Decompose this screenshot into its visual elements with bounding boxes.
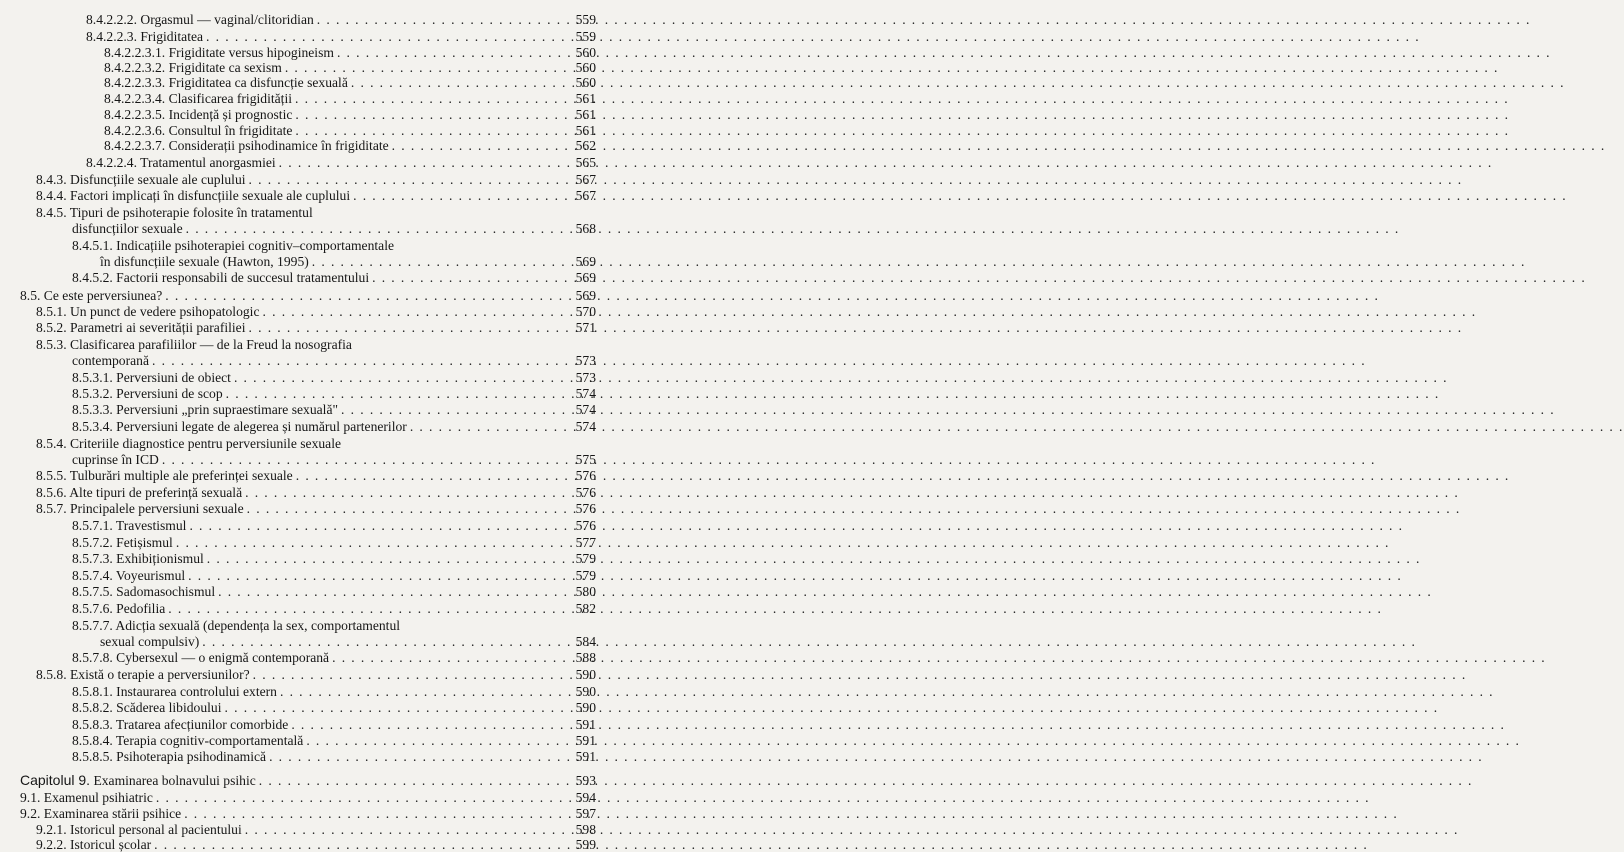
- dot-leader: [338, 402, 544, 417]
- toc-entry-title: 8.5.3. Clasificarea parafiliilor — de la Freud la nosografia: [36, 337, 352, 352]
- toc-entry: [72, 452, 596, 467]
- page-number: 590: [575, 667, 596, 682]
- dot-leader: [204, 551, 544, 566]
- page-number: 582: [575, 601, 596, 616]
- page-number: 560: [575, 45, 596, 60]
- toc-entry: [72, 749, 596, 764]
- toc-entry: [72, 700, 596, 715]
- toc-entry: [72, 518, 596, 533]
- toc-entry-title: 8.5.6. Alte tipuri de preferință sexuală: [36, 485, 243, 500]
- dot-leader: [303, 733, 544, 748]
- toc-entry: [104, 123, 596, 138]
- dot-leader: [149, 353, 544, 368]
- toc-entry: [36, 172, 596, 187]
- dot-leader: [314, 12, 544, 27]
- toc-entry: [72, 733, 596, 748]
- dot-leader: [329, 650, 544, 665]
- dot-leader: [231, 370, 544, 385]
- toc-entry: [20, 806, 596, 821]
- dot-leader: [369, 270, 544, 285]
- toc-entry-title: 8.4.3. Disfuncțiile sexuale ale cuplului: [36, 172, 246, 187]
- page-number: 580: [575, 584, 596, 599]
- page-number: 569: [575, 254, 596, 269]
- toc-entry-title: contemporană: [72, 353, 149, 368]
- chapter-number: Capitolul 9.: [20, 772, 91, 788]
- page-number: 598: [575, 822, 596, 837]
- toc-entry-title: 8.4.2.2.4. Tratamentul anorgasmiei: [86, 155, 276, 170]
- toc-entry-title: 8.4.2.2.3.2. Frigiditate ca sexism: [104, 60, 282, 75]
- toc-entry: [72, 221, 596, 236]
- dot-leader: [162, 288, 544, 303]
- toc-entry: [100, 634, 596, 649]
- toc-entry: [36, 667, 596, 682]
- toc-entry-title: 8.4.2.2.2. Orgasmul — vaginal/clitoridian: [86, 12, 314, 27]
- dot-leader: [277, 684, 544, 699]
- toc-entry-title: 8.4.5. Tipuri de psihoterapie folosite în tratamentul: [36, 205, 313, 220]
- toc-entry: [72, 601, 596, 616]
- dot-leader: [185, 568, 544, 583]
- page-number: 559: [575, 29, 596, 44]
- page-number: 569: [575, 270, 596, 285]
- dot-leader: [309, 254, 544, 269]
- toc-entry: [36, 320, 596, 335]
- toc-entry: [72, 650, 596, 665]
- dot-leader: [153, 790, 544, 805]
- toc-entry-title: 8.5.7.7. Adicția sexuală (dependența la sex, comportamentul: [72, 618, 401, 633]
- dot-leader: [186, 518, 544, 533]
- toc-entry: [104, 138, 596, 153]
- toc-entry-title: 8.5.3.4. Perversiuni legate de alegerea și numărul partenerilor: [72, 419, 407, 434]
- toc-entry: [36, 837, 596, 852]
- toc-entry-title: în disfuncțiile sexuale (Hawton, 1995): [100, 254, 309, 269]
- toc-entry-title: 8.4.2.2.3.4. Clasificarea frigidității: [104, 91, 292, 106]
- toc-entry: [20, 288, 596, 303]
- page-number: 575: [575, 452, 596, 467]
- dot-leader: [260, 304, 545, 319]
- toc-entry: [104, 60, 596, 75]
- dot-leader: [222, 700, 545, 715]
- dot-leader: [282, 60, 544, 75]
- toc-entry: [72, 270, 596, 285]
- dot-leader: [407, 419, 544, 434]
- page-number: 588: [575, 650, 596, 665]
- page-number: 577: [575, 535, 596, 550]
- page-number: 573: [575, 370, 596, 385]
- toc-entry: [104, 45, 596, 60]
- dot-leader: [165, 601, 544, 616]
- toc-entry-title: 8.4.2.2.3.1. Frigiditate versus hipogineism: [104, 45, 334, 60]
- page-number: 591: [575, 717, 596, 732]
- toc-entry-title: 8.5.2. Parametri ai severității parafiliei: [36, 320, 246, 335]
- dot-leader: [292, 123, 544, 138]
- toc-entry: [104, 107, 596, 122]
- toc-entry-title: 8.5.7.8. Cybersexul — o enigmă contemporană: [72, 650, 330, 665]
- toc-entry-title: 8.5.4. Criteriile diagnostice pentru perversiunile sexuale: [36, 436, 342, 451]
- dot-leader: [151, 837, 544, 852]
- page-number: 569: [575, 288, 596, 303]
- toc-entry-title: 8.5.7.6. Pedofilia: [72, 601, 166, 616]
- toc-entry: [36, 188, 596, 203]
- toc-entry-title: 8.5.3.2. Perversiuni de scop: [72, 386, 223, 401]
- toc-entry-title: 8.4.5.1. Indicațiile psihoterapiei cognitiv–comportamentale: [72, 238, 395, 253]
- toc-entry-title: 8.5.5. Tulburări multiple ale preferinței sexuale: [36, 468, 293, 483]
- toc-entry: [72, 584, 596, 599]
- toc-entry: [36, 304, 596, 319]
- toc-entry-title: disfuncțiilor sexuale: [72, 221, 183, 236]
- toc-entry: [100, 254, 596, 269]
- toc-entry: [36, 436, 544, 451]
- page-number: 562: [575, 138, 596, 153]
- page-number: 591: [575, 733, 596, 748]
- toc-entry: [36, 485, 596, 500]
- dot-leader: [215, 584, 544, 599]
- toc-entry-title: 8.5.3.3. Perversiuni „prin supraestimare sexuală": [72, 402, 339, 417]
- toc-entry: [72, 568, 596, 583]
- toc-entry-title: [20, 773, 256, 788]
- dot-leader: [293, 468, 544, 483]
- toc-entry-title: 9.1. Examenul psihiatric: [20, 790, 153, 805]
- dot-leader: [246, 320, 545, 335]
- table-of-contents: [0, 0, 600, 850]
- dot-leader: [292, 107, 544, 122]
- page-number: 599: [575, 837, 596, 852]
- toc-entry: [86, 155, 596, 170]
- page-number: 561: [575, 107, 596, 122]
- toc-entry-title: 8.5.7.1. Travestismul: [72, 518, 187, 533]
- toc-entry: [104, 75, 596, 90]
- toc-entry-title: 8.5.8.2. Scăderea libidoului: [72, 700, 222, 715]
- chapter-heading: [20, 772, 596, 788]
- dot-leader: [244, 501, 544, 516]
- page-number: 571: [575, 320, 596, 335]
- toc-entry: [72, 535, 596, 550]
- toc-entry: [36, 468, 596, 483]
- toc-entry-title: 8.4.2.2.3.6. Consultul în frigiditate: [104, 123, 293, 138]
- page-number: 567: [575, 188, 596, 203]
- page-number: 576: [575, 501, 596, 516]
- page-number: 579: [575, 568, 596, 583]
- dot-leader: [199, 634, 544, 649]
- page-number: 579: [575, 551, 596, 566]
- page-number: 574: [575, 402, 596, 417]
- dot-leader: [242, 485, 544, 500]
- dot-leader: [334, 45, 544, 60]
- page-number: 560: [575, 60, 596, 75]
- dot-leader: [276, 155, 544, 170]
- toc-entry-title: 8.5.1. Un punct de vedere psihopatologic: [36, 304, 260, 319]
- page-number: 576: [575, 518, 596, 533]
- page-number: 593: [575, 773, 596, 788]
- toc-entry-title: 8.5.7.5. Sadomasochismul: [72, 584, 216, 599]
- toc-entry-title: 9.2.2. Istoricul școlar: [36, 837, 152, 852]
- dot-leader: [173, 535, 544, 550]
- dot-leader: [181, 806, 544, 821]
- page-number: 591: [575, 749, 596, 764]
- page-number: 574: [575, 386, 596, 401]
- page-number: 584: [575, 634, 596, 649]
- chapter-title: Examinarea bolnavului psihic: [90, 773, 256, 788]
- dot-leader: [242, 822, 544, 837]
- toc-entry-title: 8.5.7. Principalele perversiuni sexuale: [36, 501, 244, 516]
- page-number: 573: [575, 353, 596, 368]
- toc-entry: [72, 717, 596, 732]
- toc-entry-title: 8.4.4. Factori implicați în disfuncțiile sexuale ale cuplului: [36, 188, 351, 203]
- page-number: 565: [575, 155, 596, 170]
- toc-entry: [72, 419, 596, 434]
- toc-entry-title: 8.4.2.2.3.7. Considerații psihodinamice în frigiditate: [104, 138, 389, 153]
- toc-entry-title: 9.2. Examinarea stării psihice: [20, 806, 182, 821]
- toc-entry: [72, 684, 596, 699]
- toc-entry: [72, 402, 596, 417]
- toc-entry: [36, 501, 596, 516]
- dot-leader: [350, 188, 544, 203]
- toc-entry-title: 8.4.2.2.3.3. Frigiditatea ca disfuncție sexuală: [104, 75, 348, 90]
- toc-entry: [104, 91, 596, 106]
- dot-leader: [223, 386, 544, 401]
- dot-leader: [159, 452, 544, 467]
- dot-leader: [292, 91, 544, 106]
- toc-entry: [86, 29, 596, 44]
- page-number: 568: [575, 221, 596, 236]
- dot-leader: [256, 773, 544, 788]
- page-number: 576: [575, 468, 596, 483]
- page-number: 560: [575, 75, 596, 90]
- toc-entry-title: 8.5.7.2. Fetișismul: [72, 535, 173, 550]
- toc-entry-title: 9.2.1. Istoricul personal al pacientului: [36, 822, 242, 837]
- dot-leader: [203, 29, 544, 44]
- page-number: 559: [575, 12, 596, 27]
- toc-entry-title: sexual compulsiv): [100, 634, 200, 649]
- toc-entry: [36, 337, 544, 352]
- toc-entry-title: 8.5.7.3. Exhibiționismul: [72, 551, 204, 566]
- page-number: 574: [575, 419, 596, 434]
- toc-entry: [72, 618, 544, 633]
- toc-entry-title: 8.5. Ce este perversiunea?: [20, 288, 163, 303]
- page-number: 570: [575, 304, 596, 319]
- page-number: 590: [575, 700, 596, 715]
- toc-entry: [72, 370, 596, 385]
- dot-leader: [246, 172, 544, 187]
- page-number: 561: [575, 123, 596, 138]
- dot-leader: [389, 138, 544, 153]
- page-number: 567: [575, 172, 596, 187]
- toc-entry-title: 8.5.8.4. Terapia cognitiv-comportamentală: [72, 733, 304, 748]
- page-number: 590: [575, 684, 596, 699]
- toc-entry-title: 8.5.8.1. Instaurarea controlului extern: [72, 684, 277, 699]
- toc-entry: [72, 551, 596, 566]
- toc-entry: [72, 386, 596, 401]
- toc-entry: [20, 790, 596, 805]
- toc-entry: [36, 205, 544, 220]
- dot-leader: [266, 749, 544, 764]
- toc-entry: [72, 353, 596, 368]
- dot-leader: [250, 667, 544, 682]
- dot-leader: [183, 221, 544, 236]
- toc-entry-title: 8.5.8. Există o terapie a perversiunilor?: [36, 667, 250, 682]
- page-number: 561: [575, 91, 596, 106]
- toc-entry-title: 8.5.8.5. Psihoterapia psihodinamică: [72, 749, 267, 764]
- toc-entry-title: 8.5.8.3. Tratarea afecțiunilor comorbide: [72, 717, 289, 732]
- toc-entry-title: 8.5.3.1. Perversiuni de obiect: [72, 370, 231, 385]
- toc-entry: [86, 12, 596, 27]
- toc-entry-title: cuprinse în ICD: [72, 452, 159, 467]
- page-number: 597: [575, 806, 596, 821]
- page-number: 576: [575, 485, 596, 500]
- dot-leader: [288, 717, 544, 732]
- toc-entry-title: 8.4.2.2.3.5. Incidență și prognostic: [104, 107, 293, 122]
- toc-entry: [36, 822, 596, 837]
- page-number: 594: [575, 790, 596, 805]
- toc-entry-title: 8.5.7.4. Voyeurismul: [72, 568, 186, 583]
- toc-entry-title: 8.4.5.2. Factorii responsabili de succesul tratamentului: [72, 270, 370, 285]
- toc-entry: [72, 238, 544, 253]
- dot-leader: [348, 75, 544, 90]
- toc-entry-title: 8.4.2.2.3. Frigiditatea: [86, 29, 204, 44]
